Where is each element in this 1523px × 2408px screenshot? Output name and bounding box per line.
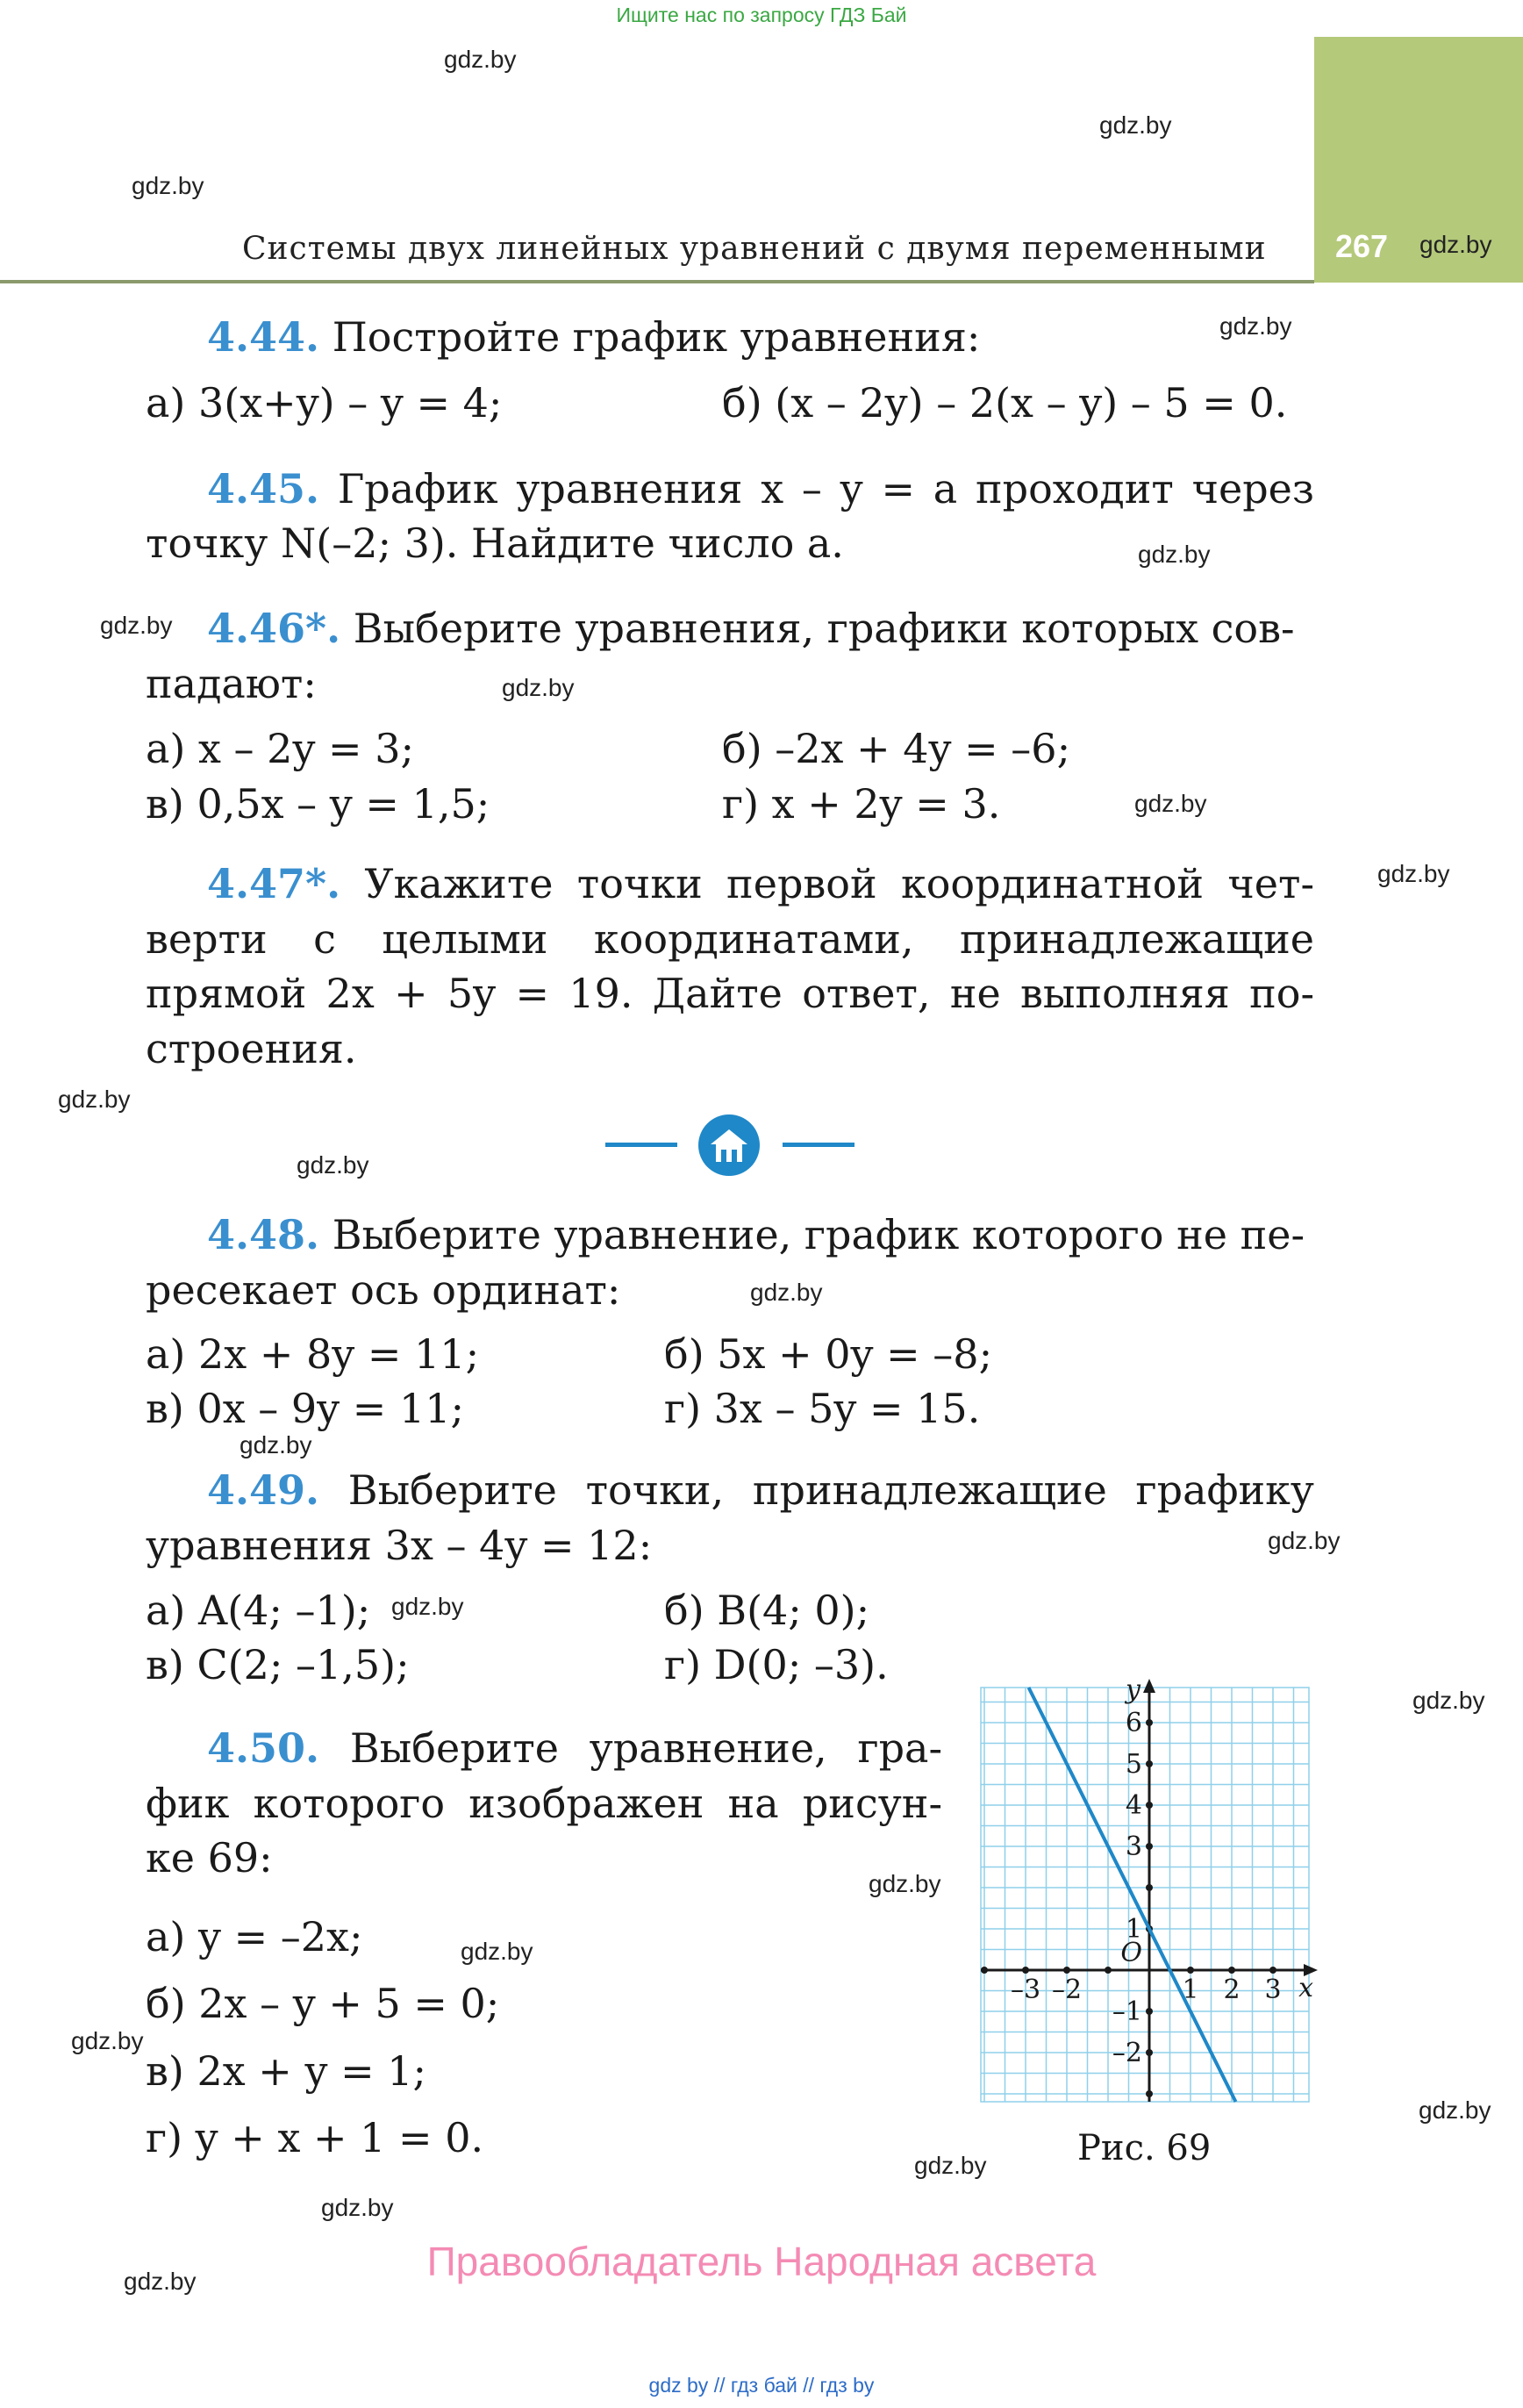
problem-4-47-line4: строения.	[146, 1025, 357, 1072]
watermark: gdz.by	[1219, 312, 1292, 340]
figure-caption: Рис. 69	[1077, 2128, 1212, 2168]
y-tick-label: 6	[1125, 1708, 1142, 1738]
option-d: г) y + x + 1 = 0.	[146, 2114, 484, 2161]
x-tick	[1228, 1967, 1235, 1974]
problem-4-47-line3: прямой 2x + 5y = 19. Дайте ответ, не выполняя по-	[146, 970, 1314, 1017]
watermark: gdz.by	[100, 612, 173, 639]
grid	[981, 1688, 1309, 2102]
problem-4-50-line2: фик которого изображен на рисун-	[146, 1780, 942, 1827]
watermark: gdz.by	[240, 1431, 312, 1458]
y-tick	[1146, 1760, 1153, 1767]
y-tick-label: 5	[1125, 1749, 1142, 1780]
watermark: gdz.by	[71, 2027, 144, 2054]
figure-69-graph	[974, 1672, 1325, 2111]
x-tick-label: –2	[1051, 1974, 1083, 2005]
x-tick	[1022, 1967, 1029, 1974]
option-d: г) 3x – 5y = 15.	[664, 1385, 981, 1432]
y-tick-label: 3	[1125, 1831, 1142, 1862]
y-tick-label: –2	[1112, 2038, 1142, 2068]
option-d: г) D(0; –3).	[664, 1641, 889, 1688]
problem-4-48-line1	[207, 1211, 1305, 1258]
problem-number: 4.47*.	[207, 860, 341, 907]
watermark: gdz.by	[124, 2268, 197, 2295]
option-b: б) 5x + 0y = –8;	[664, 1330, 993, 1378]
watermark: gdz.by	[58, 1086, 131, 1113]
watermark: gdz.by	[1419, 2096, 1491, 2124]
problem-number: 4.45.	[207, 465, 320, 512]
problem-4-45-line2: точку N(–2; 3). Найдите число a.	[146, 520, 844, 567]
x-tick-label: 3	[1264, 1974, 1282, 2005]
y-tick	[1146, 1802, 1153, 1809]
problem-4-44-heading	[207, 313, 980, 361]
watermark: gdz.by	[1138, 541, 1211, 568]
option-a: а) x – 2y = 3;	[146, 725, 414, 772]
x-tick	[1063, 1967, 1070, 1974]
option-c: в) 0,5x – y = 1,5;	[146, 780, 490, 828]
watermark: gdz.by	[750, 1279, 823, 1306]
x-tick	[981, 1967, 988, 1974]
watermark: gdz.by	[914, 2152, 987, 2179]
problem-number: 4.46*.	[207, 605, 341, 652]
problem-text: График уравнения x – y = a проходит через	[337, 465, 1314, 512]
option-c: в) 2x + y = 1;	[146, 2047, 427, 2095]
option-b: б) 2x – y + 5 = 0;	[146, 1980, 500, 2027]
problem-number: 4.44.	[207, 313, 320, 361]
x-tick-label: 2	[1223, 1974, 1241, 2005]
option-b: б) –2x + 4y = –6;	[722, 725, 1071, 772]
y-tick-label: 4	[1125, 1790, 1142, 1821]
x-tick-label: –3	[1010, 1974, 1041, 2005]
option-c: в) 0x – 9y = 11;	[146, 1385, 464, 1432]
watermark: gdz.by	[1377, 860, 1450, 887]
grid-border	[981, 1688, 1309, 2102]
y-tick-label: 1	[1125, 1914, 1142, 1945]
watermark: gdz.by	[391, 1593, 464, 1620]
problem-number: 4.48.	[207, 1211, 320, 1258]
watermark: gdz.by	[132, 172, 204, 199]
y-tick	[1146, 1719, 1153, 1726]
problem-4-49-line1	[207, 1466, 1314, 1514]
problem-4-47-line1	[207, 860, 1314, 907]
y-tick	[1146, 1843, 1153, 1850]
y-tick	[1146, 2049, 1153, 2056]
problem-text: Выберите уравнения, графики которых сов-	[353, 605, 1295, 652]
watermark: gdz.by	[1134, 790, 1207, 817]
problem-4-50-line1	[207, 1724, 942, 1772]
origin-label: O	[1120, 1938, 1142, 1968]
problem-text: Выберите уравнение, график которого не пе-	[332, 1211, 1305, 1258]
x-tick	[1269, 1967, 1276, 1974]
watermark: gdz.by	[869, 1870, 941, 1897]
watermark: gdz.by	[461, 1938, 533, 1965]
problem-text: Выберите точки, принадлежащие графику	[347, 1466, 1314, 1514]
problem-number: 4.50.	[207, 1724, 320, 1772]
x-axis-label: x	[1298, 1973, 1313, 2003]
problem-4-47-line2: верти с целыми координатами, принадлежащие	[146, 915, 1314, 963]
y-tick-label: –1	[1112, 1996, 1142, 2027]
option-a: а) 3(x+y) – y = 4;	[146, 379, 503, 426]
problem-4-49-line2: уравнения 3x – 4y = 12:	[146, 1522, 653, 1569]
problem-text: Выберите уравнение, гра-	[349, 1724, 942, 1772]
x-tick	[1105, 1967, 1112, 1974]
option-a: а) y = –2x;	[146, 1913, 363, 1960]
footer-links: gdz by // гдз бай // гдз by	[648, 2374, 875, 2397]
top-banner: Ищите нас по запросу ГДЗ Бай	[616, 4, 907, 26]
watermark: gdz.by	[444, 46, 517, 73]
divider-line-left	[605, 1143, 677, 1147]
header-rule	[0, 280, 1314, 283]
y-axis-label: y	[1126, 1674, 1140, 1705]
problem-4-48-line2: ресекает ось ординат:	[146, 1266, 621, 1314]
problem-4-46-line2: падают:	[146, 660, 317, 707]
running-title: Системы двух линейных уравнений с двумя переменными	[242, 231, 1267, 267]
home-icon	[698, 1114, 760, 1176]
divider-line-right	[783, 1143, 854, 1147]
option-a: а) A(4; –1);	[146, 1587, 371, 1634]
option-c: в) C(2; –1,5);	[146, 1641, 410, 1688]
watermark: gdz.by	[1268, 1527, 1341, 1554]
option-b: б) (x – 2y) – 2(x – y) – 5 = 0.	[722, 379, 1288, 426]
watermark: gdz.by	[321, 2194, 394, 2221]
option-d: г) x + 2y = 3.	[722, 780, 1001, 828]
watermark: gdz.by	[502, 674, 575, 701]
y-axis-arrow	[1143, 1679, 1155, 1693]
x-tick	[1187, 1967, 1194, 1974]
problem-number: 4.49.	[207, 1466, 320, 1514]
problem-4-46-line1	[207, 605, 1295, 652]
x-tick-label: 1	[1182, 1974, 1199, 2005]
y-tick	[1146, 1884, 1153, 1891]
problem-4-50-line3: ке 69:	[146, 1834, 273, 1881]
watermark: gdz.by	[297, 1151, 369, 1179]
watermark: gdz.by	[1419, 231, 1492, 258]
problem-4-45-line1	[207, 465, 1314, 512]
problem-text: Постройте график уравнения:	[332, 313, 981, 361]
page-number: 267	[1335, 228, 1389, 264]
watermark: gdz.by	[1099, 111, 1172, 139]
y-tick	[1146, 2008, 1153, 2015]
option-a: а) 2x + 8y = 11;	[146, 1330, 480, 1378]
y-tick	[1146, 2090, 1153, 2097]
problem-text: Укажите точки первой координатной чет-	[364, 860, 1314, 907]
copyright-notice: Правообладатель Народная асвета	[426, 2239, 1097, 2284]
watermark: gdz.by	[1412, 1687, 1485, 1714]
option-b: б) B(4; 0);	[664, 1587, 870, 1634]
